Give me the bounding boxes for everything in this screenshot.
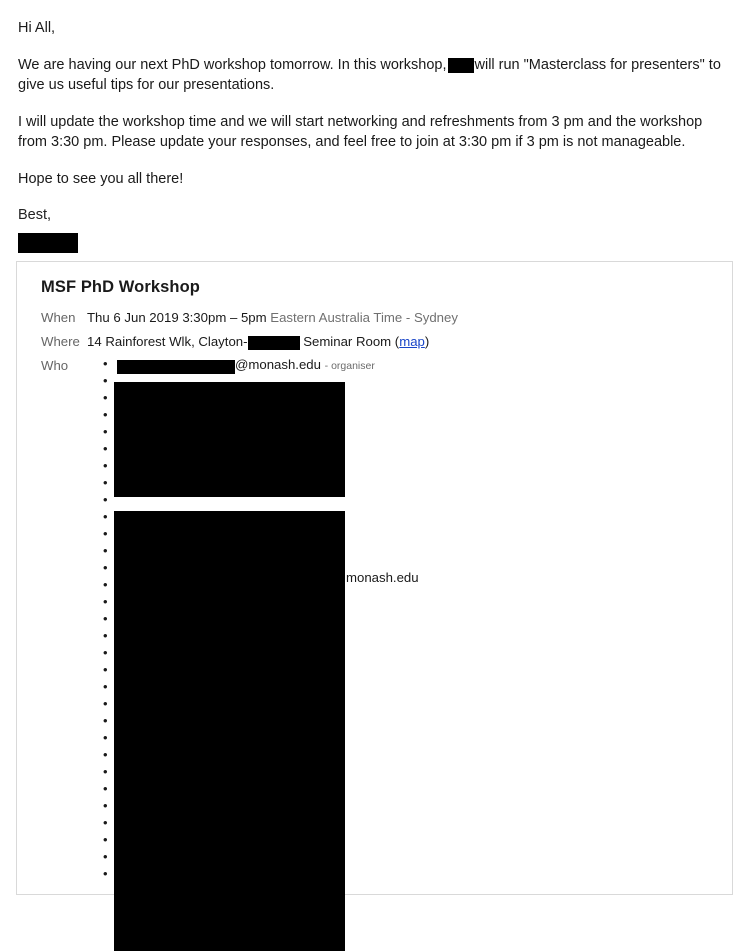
invite-where-row: [29, 333, 716, 350]
email-paragraph-1-text-after: will run "Masterclass for presenters" to give us useful tips for our presentations.: [18, 56, 721, 94]
redacted-sender-signature: [18, 233, 78, 253]
invite-when-row: [29, 309, 716, 326]
email-greeting: Hi All,: [18, 20, 56, 36]
invite-title: MSF PhD Workshop: [41, 277, 200, 296]
organiser-email-suffix: @monash.edu: [235, 357, 321, 373]
redacted-organiser-name: [117, 360, 235, 374]
invite-where-address-part-3: ): [424, 333, 430, 349]
redacted-presenter-name: [448, 58, 474, 73]
email-paragraph-2: I will update the workshop time and we will start networking and refreshments from 3 pm and the workshop from 3:30 pm. Please update your responses, and feel free to join at 3:30 pm if 3 pm is not manageable.: [18, 113, 703, 151]
email-paragraph-3: Hope to see you all there!: [18, 170, 184, 187]
invite-where-address-part-1: 14 Rainforest Wlk, Clayton-: [87, 333, 248, 349]
invite-who-label: Who: [41, 358, 69, 374]
redacted-attendee-block-2: [114, 511, 345, 951]
invite-where-label: Where: [41, 333, 80, 349]
invite-where-address-part-2: Seminar Room (: [303, 333, 400, 349]
email-paragraph-1-text-before: We are having our next PhD workshop tomorrow. In this workshop,: [18, 56, 447, 73]
email-paragraph-1: [18, 55, 731, 96]
invite-where-value: [87, 333, 716, 350]
invite-when-datetime: Thu 6 Jun 2019 3:30pm – 5pm: [87, 309, 267, 325]
attendee-visible-email-2: monash.edu: [346, 569, 419, 585]
redacted-attendee-block-1: [114, 382, 345, 497]
list-item-organiser: [101, 357, 716, 374]
invite-when-label: When: [41, 309, 76, 325]
email-signoff: Best,: [18, 207, 52, 224]
calendar-invite-card: [16, 261, 733, 895]
invite-when-value: [87, 309, 716, 326]
invite-when-timezone: Eastern Australia Time - Sydney: [270, 309, 458, 325]
email-message-body: [0, 0, 749, 253]
invite-map-link[interactable]: map: [399, 333, 425, 349]
redacted-building-name: [248, 336, 300, 350]
organiser-note: - organiser: [324, 360, 375, 373]
